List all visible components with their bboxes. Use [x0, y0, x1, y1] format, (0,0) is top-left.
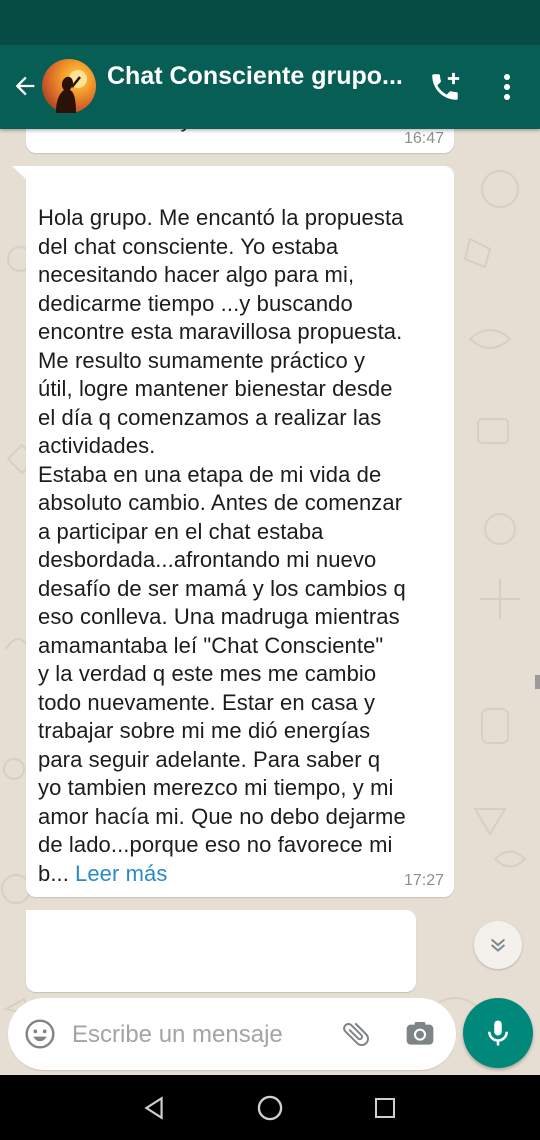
emoji-button[interactable] — [22, 1016, 58, 1052]
read-more-link[interactable]: Leer más — [74, 860, 168, 886]
message-time: 17:27 — [403, 872, 444, 889]
message-list[interactable] — [0, 129, 540, 1075]
message-line: Estaba en una etapa de mi vida de — [38, 461, 382, 487]
message-line: desafío de ser mamá y los cambios q — [38, 575, 406, 601]
message-line: encontre esta maravillosa propuesta. — [38, 319, 403, 344]
status-bar — [0, 0, 540, 45]
nav-home-button[interactable] — [254, 1092, 286, 1124]
message-time: 16:47 — [403, 130, 444, 147]
scroll-to-bottom-button[interactable] — [474, 921, 522, 969]
mic-icon — [483, 1018, 513, 1048]
message-composer — [8, 998, 456, 1070]
double-chevron-down-icon — [487, 934, 509, 956]
camera-button[interactable] — [400, 1014, 440, 1054]
group-avatar[interactable] — [42, 59, 96, 113]
nav-recents-button[interactable] — [369, 1092, 401, 1124]
circle-home-icon — [256, 1094, 284, 1122]
attach-button[interactable] — [336, 1014, 376, 1054]
back-button[interactable] — [8, 69, 42, 103]
message-input[interactable] — [70, 1012, 334, 1058]
bubble-tail — [12, 166, 27, 180]
message-line: útil, logre mantener bienestar desde — [38, 376, 393, 401]
message-line: amor hacía mi. Que no debo dejarme — [38, 803, 406, 829]
message-line: Me resulto sumamente práctico y — [38, 347, 366, 373]
voice-message-button[interactable] — [463, 998, 533, 1068]
message-line: amamantaba leí "Chat Consciente" — [38, 632, 384, 658]
message-line: desbordada...afrontando mi nuevo — [38, 547, 377, 572]
message-line: actividades. — [38, 433, 156, 458]
message-line: a participar en el chat estaba — [38, 518, 324, 544]
message-line: trabajar sobre mi me dió energías — [38, 718, 371, 743]
message-line: Hola grupo. Me encantó la propuesta — [38, 205, 404, 230]
message-line: de lado...porque eso no favorece mi — [38, 832, 393, 857]
chat-title[interactable]: Chat Consciente grupo... — [107, 62, 403, 90]
message-line: del chat consciente. Yo estaba — [38, 233, 339, 259]
system-navigation-bar — [0, 1075, 540, 1140]
emoji-icon — [24, 1018, 56, 1050]
message-line: y la verdad q este mes me cambio — [38, 661, 377, 686]
chat-header — [0, 45, 540, 129]
nav-back-button[interactable] — [138, 1092, 170, 1124]
message-bubble-next[interactable] — [26, 910, 416, 992]
scrollbar-thumb[interactable] — [535, 675, 540, 689]
arrow-left-icon — [11, 72, 39, 100]
message-line: yo tambien merezco mi tiempo, y mi — [38, 775, 394, 800]
message-line-last — [38, 860, 448, 889]
message-bubble[interactable] — [26, 166, 454, 897]
square-recents-icon — [373, 1096, 397, 1120]
message-truncated-text: b... — [38, 860, 69, 886]
message-text — [38, 204, 448, 888]
message-line: eso conlleva. Una madruga mientras — [38, 604, 400, 629]
message-line: absoluto cambio. Antes de comenzar — [38, 490, 403, 515]
message-line: el día q comenzamos a realizar las — [38, 404, 382, 430]
message-line: todo nuevamente. Estar en casa y — [38, 689, 376, 715]
add-call-icon — [428, 70, 462, 104]
paperclip-icon — [340, 1018, 372, 1050]
triangle-back-icon — [141, 1095, 167, 1121]
message-line: necesitando hacer algo para mi, — [38, 262, 355, 287]
more-vert-icon — [503, 73, 511, 101]
add-call-button[interactable] — [425, 67, 465, 107]
message-line: para seguir adelante. Para saber q — [38, 746, 381, 772]
message-line: dedicarme tiempo ...y buscando — [38, 290, 353, 316]
camera-icon — [404, 1018, 436, 1050]
menu-button[interactable] — [490, 67, 524, 107]
